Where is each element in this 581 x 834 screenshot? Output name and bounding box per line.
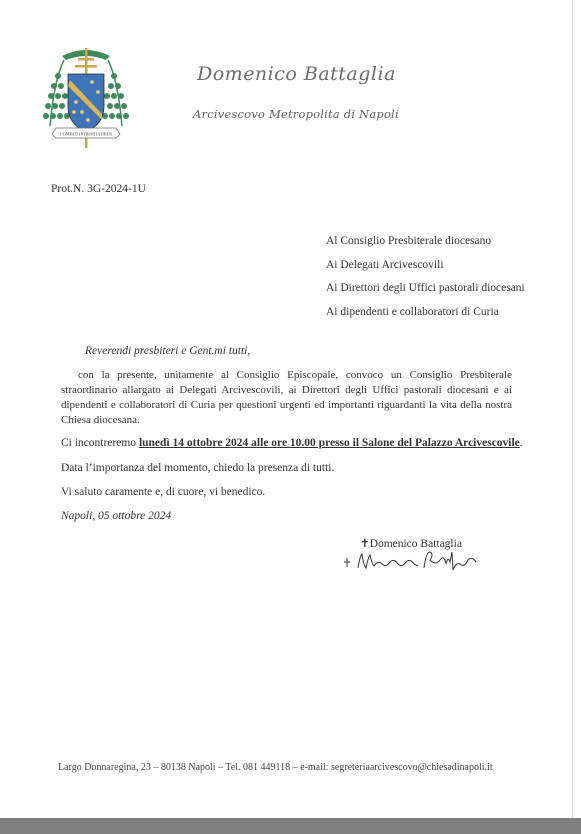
body-paragraph-2 [61, 437, 523, 449]
meeting-end: . [519, 437, 523, 449]
paragraph-text: con la presente, unitamente al Consiglio Episcopale, convoco un Consiglio Presbiterale straordinario allargato ai Delegati Arcivescovili, ai Direttori degli Uffici pastorali diocesani e ai dipendenti e collaboratori di Curia per questioni urgenti ed importanti riguardanti la vita della nostra Chiesa diocesana. [61, 369, 512, 426]
sender-name: Domenico Battaglia [197, 63, 396, 85]
motto-text: COMPATI INFIRMITATIBUS [60, 131, 112, 137]
body-paragraph-3: Data l’importanza del momento, chiedo la presenza di tutti. [61, 462, 335, 474]
recipient-line: Ai dipendenti e collaboratori di Curia [326, 305, 499, 318]
protocol-number: Prot.N. 3G-2024-1U [51, 183, 146, 195]
recipient-line: Al Consiglio Presbiterale diocesano [326, 235, 492, 247]
recipient-line: Ai Delegati Arcivescovili [326, 258, 444, 271]
page-edge [572, 0, 573, 818]
viewer-bottom-bar [0, 818, 581, 834]
signature-printed-name: ✝Domenico Battaglia [360, 538, 462, 550]
sender-title: Arcivescovo Metropolita di Napoli [193, 107, 399, 121]
recipients-block [326, 230, 525, 324]
coat-of-arms-icon [40, 40, 132, 152]
greeting: Reverendi presbiteri e Gent.mi tutti, [85, 345, 251, 357]
meeting-details: lunedì 14 ottobre 2024 alle ore 10.00 presso il Salone del Palazzo Arcivescovile [138, 437, 520, 449]
handwritten-signature-icon [340, 542, 485, 576]
body-paragraph-4: Vi saluto caramente e, di cuore, vi benedico. [61, 486, 266, 498]
body-paragraph-1 [61, 368, 512, 428]
recipient-line: Ai Direttori degli Uffici pastorali diocesani [326, 282, 525, 294]
footer-contacts: Largo Donnaregina, 23 – 80138 Napoli – Tel. 081 449118 – e-mail: segreteriaarcivescovo@chiesadinapoli.it [58, 762, 493, 773]
meeting-intro: Ci incontreremo [61, 437, 139, 449]
place-date: Napoli, 05 ottobre 2024 [61, 510, 172, 522]
